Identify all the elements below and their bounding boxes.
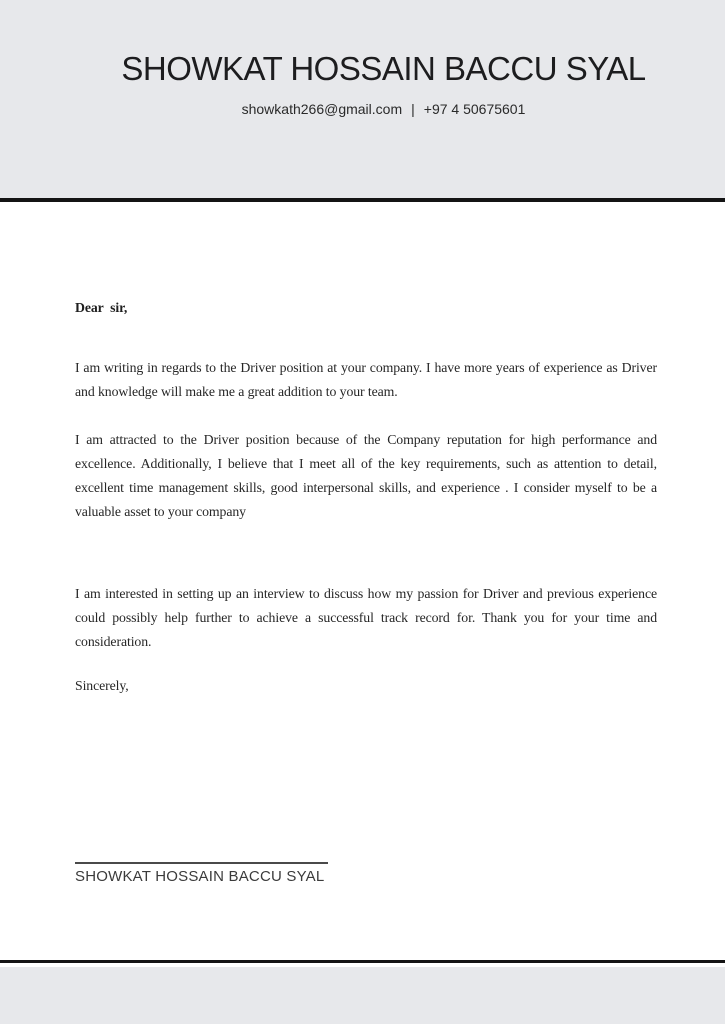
paragraph-intro: I am writing in regards to the Driver position at your company. I have more years of experience as Driver and knowledge will make me a great addition to your team. xyxy=(75,360,657,399)
contact-line xyxy=(42,101,725,117)
contact-separator: | xyxy=(411,100,415,117)
letter-header xyxy=(0,0,725,198)
header-name: SHOWKAT HOSSAIN BACCU SYAL xyxy=(121,50,646,87)
footer-divider-rule xyxy=(0,960,725,963)
closing: Sincerely, xyxy=(75,678,129,693)
email-text: showkath266@gmail.com xyxy=(241,100,403,117)
signature-name: SHOWKAT HOSSAIN BACCU SYAL xyxy=(75,868,325,885)
signature-block xyxy=(75,862,657,886)
phone-text: +97 4 50675601 xyxy=(423,100,526,117)
letter-body xyxy=(0,202,725,886)
paragraph-qualifications: I am attracted to the Driver position because of the Company reputation for high performance and excellence. Additionally, I believe that I meet all of the key requirements, such as attention to detail, excellent time management skills, good interpersonal skills, and experience . I consider myself to be a valuable asset to your company xyxy=(75,432,657,519)
salutation: Dear sir, xyxy=(75,300,128,315)
footer-band xyxy=(0,967,725,1024)
paragraph-interview-request: I am interested in setting up an interview to discuss how my passion for Driver and previous experience could possibly help further to achieve a successful track record for. Thank you for your time and consideration. xyxy=(75,586,657,649)
